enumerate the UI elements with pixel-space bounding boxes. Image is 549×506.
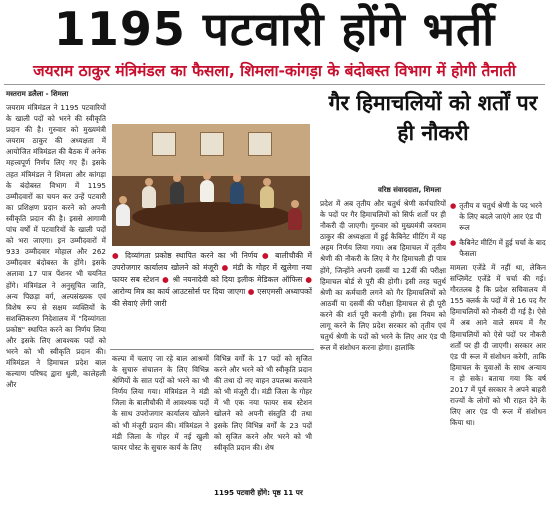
highlight-item: एसएमसी अध्यापकों की सेवाएं लेंगी जारी [112, 287, 312, 309]
side-highlight-item: कैबिनेट मीटिंग में हुई चर्चा के बाद फैसला [459, 238, 546, 258]
side-headline: गैर हिमाचलियों को शर्तों पर ही नौकरी [328, 91, 538, 145]
middle-column-a: कल्पा में चलाए जा रहे बाल आश्रमों के सुचारु संचालन के लिए विभिन्न श्रेणियों के सात पदों को भरने का भी निर्णय लिया गया। मंत्रिमंडल ने मंडी जिला के बालीचौकी में आवश्यक पदों के साथ उपरोजगार कार्यालय खोलने को भी मंजूरी प्रदान की। मंत्रिमंडल ने मंडी जिला के गोहर में नई खुली फायर पोस्ट के सुचारु कार्य के लिए [112, 354, 209, 452]
left-byline: मस्तराम डलैला - शिमला [6, 90, 69, 98]
middle-column-b: विभिन्न वर्गों के 17 पदों को सृजित करने और भरने को भी स्वीकृति प्रदान की तथा दो नए वाहन उपलब्ध करवाने को भी मंजूरी दी। मंडी जिला के गोहर में भी एक नया फायर सब स्टेशन खोलने को अपनी संस्तुति दी तथा इसके लिए विभिन्न वर्गों के 23 पदों को सृजित करने और भरने को भी स्वीकृति प्रदान की। शेष [214, 354, 312, 452]
continued-note: 1195 पटवारी होंगे: पृष्ठ 11 पर [214, 488, 303, 497]
subheadline: जयराम ठाकुर मंत्रिमंडल का फैसला, शिमला-कांगड़ा के बंदोबस्त विभाग में होगी तैनाती [33, 62, 516, 80]
side-byline: वरिष्ठ संवाददाता, शिमला [378, 186, 442, 194]
side-highlight-item: तृतीय व चतुर्थ श्रेणी के पद भरने के लिए बदले जाएंगे आर एंड पी रूल [459, 201, 543, 232]
header-rule [4, 84, 545, 85]
highlights-box: ● दिव्यांगता प्रकोष्ठ स्थापित करने का भी निर्णय ● बालीचौकी में उपरोजगार कार्यालय खोलने को मंजूरी ● मंडी के गोहर में खुलेगा नया फायर सब स्टेशन ● श्री नयनादेवी को दिया इलीक मेडिकल ऑफिस ● आरोग्य मित्र का कार्य आउटसोर्स पर दिया जाएगा ● एसएमसी अध्यापकों की सेवाएं लेंगी जारी [112, 251, 312, 309]
highlight-item: श्री नयनादेवी को दिया इलीक मेडिकल ऑफिस [172, 275, 303, 285]
side-column-text: प्रदेश में अब तृतीय और चतुर्थ श्रेणी कर्मचारियों के पदों पर गैर हिमाचलियों को सिर्फ शर्तों पर ही नौकरी दी जाएगी। गुरुवार को मुख्यमंत्री जयराम ठाकुर की अध्यक्षता में हुई कैबिनेट मीटिंग में यह अहम निर्णय लिया गया। अब हिमाचल में तृतीय श्रेणी की नौकरी के लिए वे गैर हिमाचली ही पात्र होंगे, जिन्होंने अपनी दसवीं या 12वीं की परीक्षा हिमाचल बोर्ड से पूरी की होगी। इसी तरह चतुर्थ श्रेणी का कर्मचारी लगने को गैर हिमाचलियों को आठवीं या दसवीं की परीक्षा हिमाचल से ही पूरी करने की शर्त पूरी करनी होगी। इस नियम को लागू करने के लिए प्रदेश सरकार को तृतीय एवं चतुर्थ श्रेणी के पदों को भरने के लिए आर एंड पी रूल में संशोधन करना होगा। हालांकि [320, 199, 446, 353]
mid-divider [110, 349, 314, 350]
side-column-text-2: मामला एजेंडे में नहीं था, लेकिन सप्लिमेंट एजेंडे में चर्चा की गई। गौरतलब है कि प्रदेश सचिवालय में 155 क्लर्क के पदों में से 16 पद गैर हिमाचलियों को नौकरी दी गई है। ऐसे में अब आने वाले समय में गैर हिमाचलियों को ऐसे पदों पर नौकरी शर्तों पर ही दी जाएगी। सरकार आर एंड पी रूल में संशोधन करेगी, ताकि हिमाचल के युवाओं के साथ अन्याय न हो सके। बताया गया कि वर्ष 2017 में पूर्व सरकार ने अपने बाहरी राज्यों के लोगों को भी राहत देने के लिए आर एंड पी रूल में संशोधन किया था। [450, 263, 546, 428]
highlight-item: दिव्यांगता प्रकोष्ठ स्थापित करने का भी निर्णय [125, 251, 258, 260]
highlight-item: बालीचौकी में उपरोजगार कार्यालय खोलने को मंजूरी [112, 251, 312, 273]
headline: 1195 पटवारी होंगे भर्ती [53, 2, 496, 56]
left-column-text: जयराम मंत्रिमंडल ने 1195 पटवारियों के खाली पदों को भरने की स्वीकृति प्रदान की है। गुरुवार को मुख्यमंत्री जयराम ठाकुर की अध्यक्षता में आयोजित मंत्रिमंडल की बैठक में अनेक महत्त्वपूर्ण निर्णय लिए गए हैं। इसके तहत मंत्रिमंडल ने शिमला और कांगड़ा के बंदोबस्त विभाग में 1195 उम्मीदवारों का चयन कर उन्हें पटवारी का प्रशिक्षण प्रदान करने को अपनी स्वीकृति प्रदान की है। इससे आगामी पांच वर्षों में पटवारियों के खाली पदों को भरा जाएगा। इन उम्मीदवारों में 933 उम्मीदवार मोहाल और 262 उम्मीदवार बंदोबस्त के होंगे। इसके अलावा 17 पात्र पेंशनर भी चयनित होंगे। मंत्रिमंडल ने अनुसूचित जाति, अन्य पिछड़ा वर्ग, अल्पसंख्यक एवं विशेष रूप से सक्षम व्यक्तियों के सशक्तिकरण निदेशालय में "दिव्यांगता प्रकोष्ठ" स्थापित करने का निर्णय लिया और इसके लिए आवश्यक पदों को भरने को भी स्वीकृति प्रदान की। मंत्रिमंडल ने हिमाचल प्रदेश बाल कल्याण परिषद द्वारा धुली, कालेहली और [6, 103, 106, 390]
highlight-item: मंडी के गोहर में खुलेगा नया फायर सब स्टेशन [112, 263, 312, 285]
highlight-item: आरोग्य मित्र का कार्य आउटसोर्स पर दिया जाएगा [112, 287, 246, 297]
cabinet-meeting-photo [112, 124, 310, 246]
side-highlights: ● तृतीय व चतुर्थ श्रेणी के पद भरने के लिए बदले जाएंगे आर एंड पी रूल ● कैबिनेट मीटिंग में हुई चर्चा के बाद फैसला [450, 201, 546, 258]
